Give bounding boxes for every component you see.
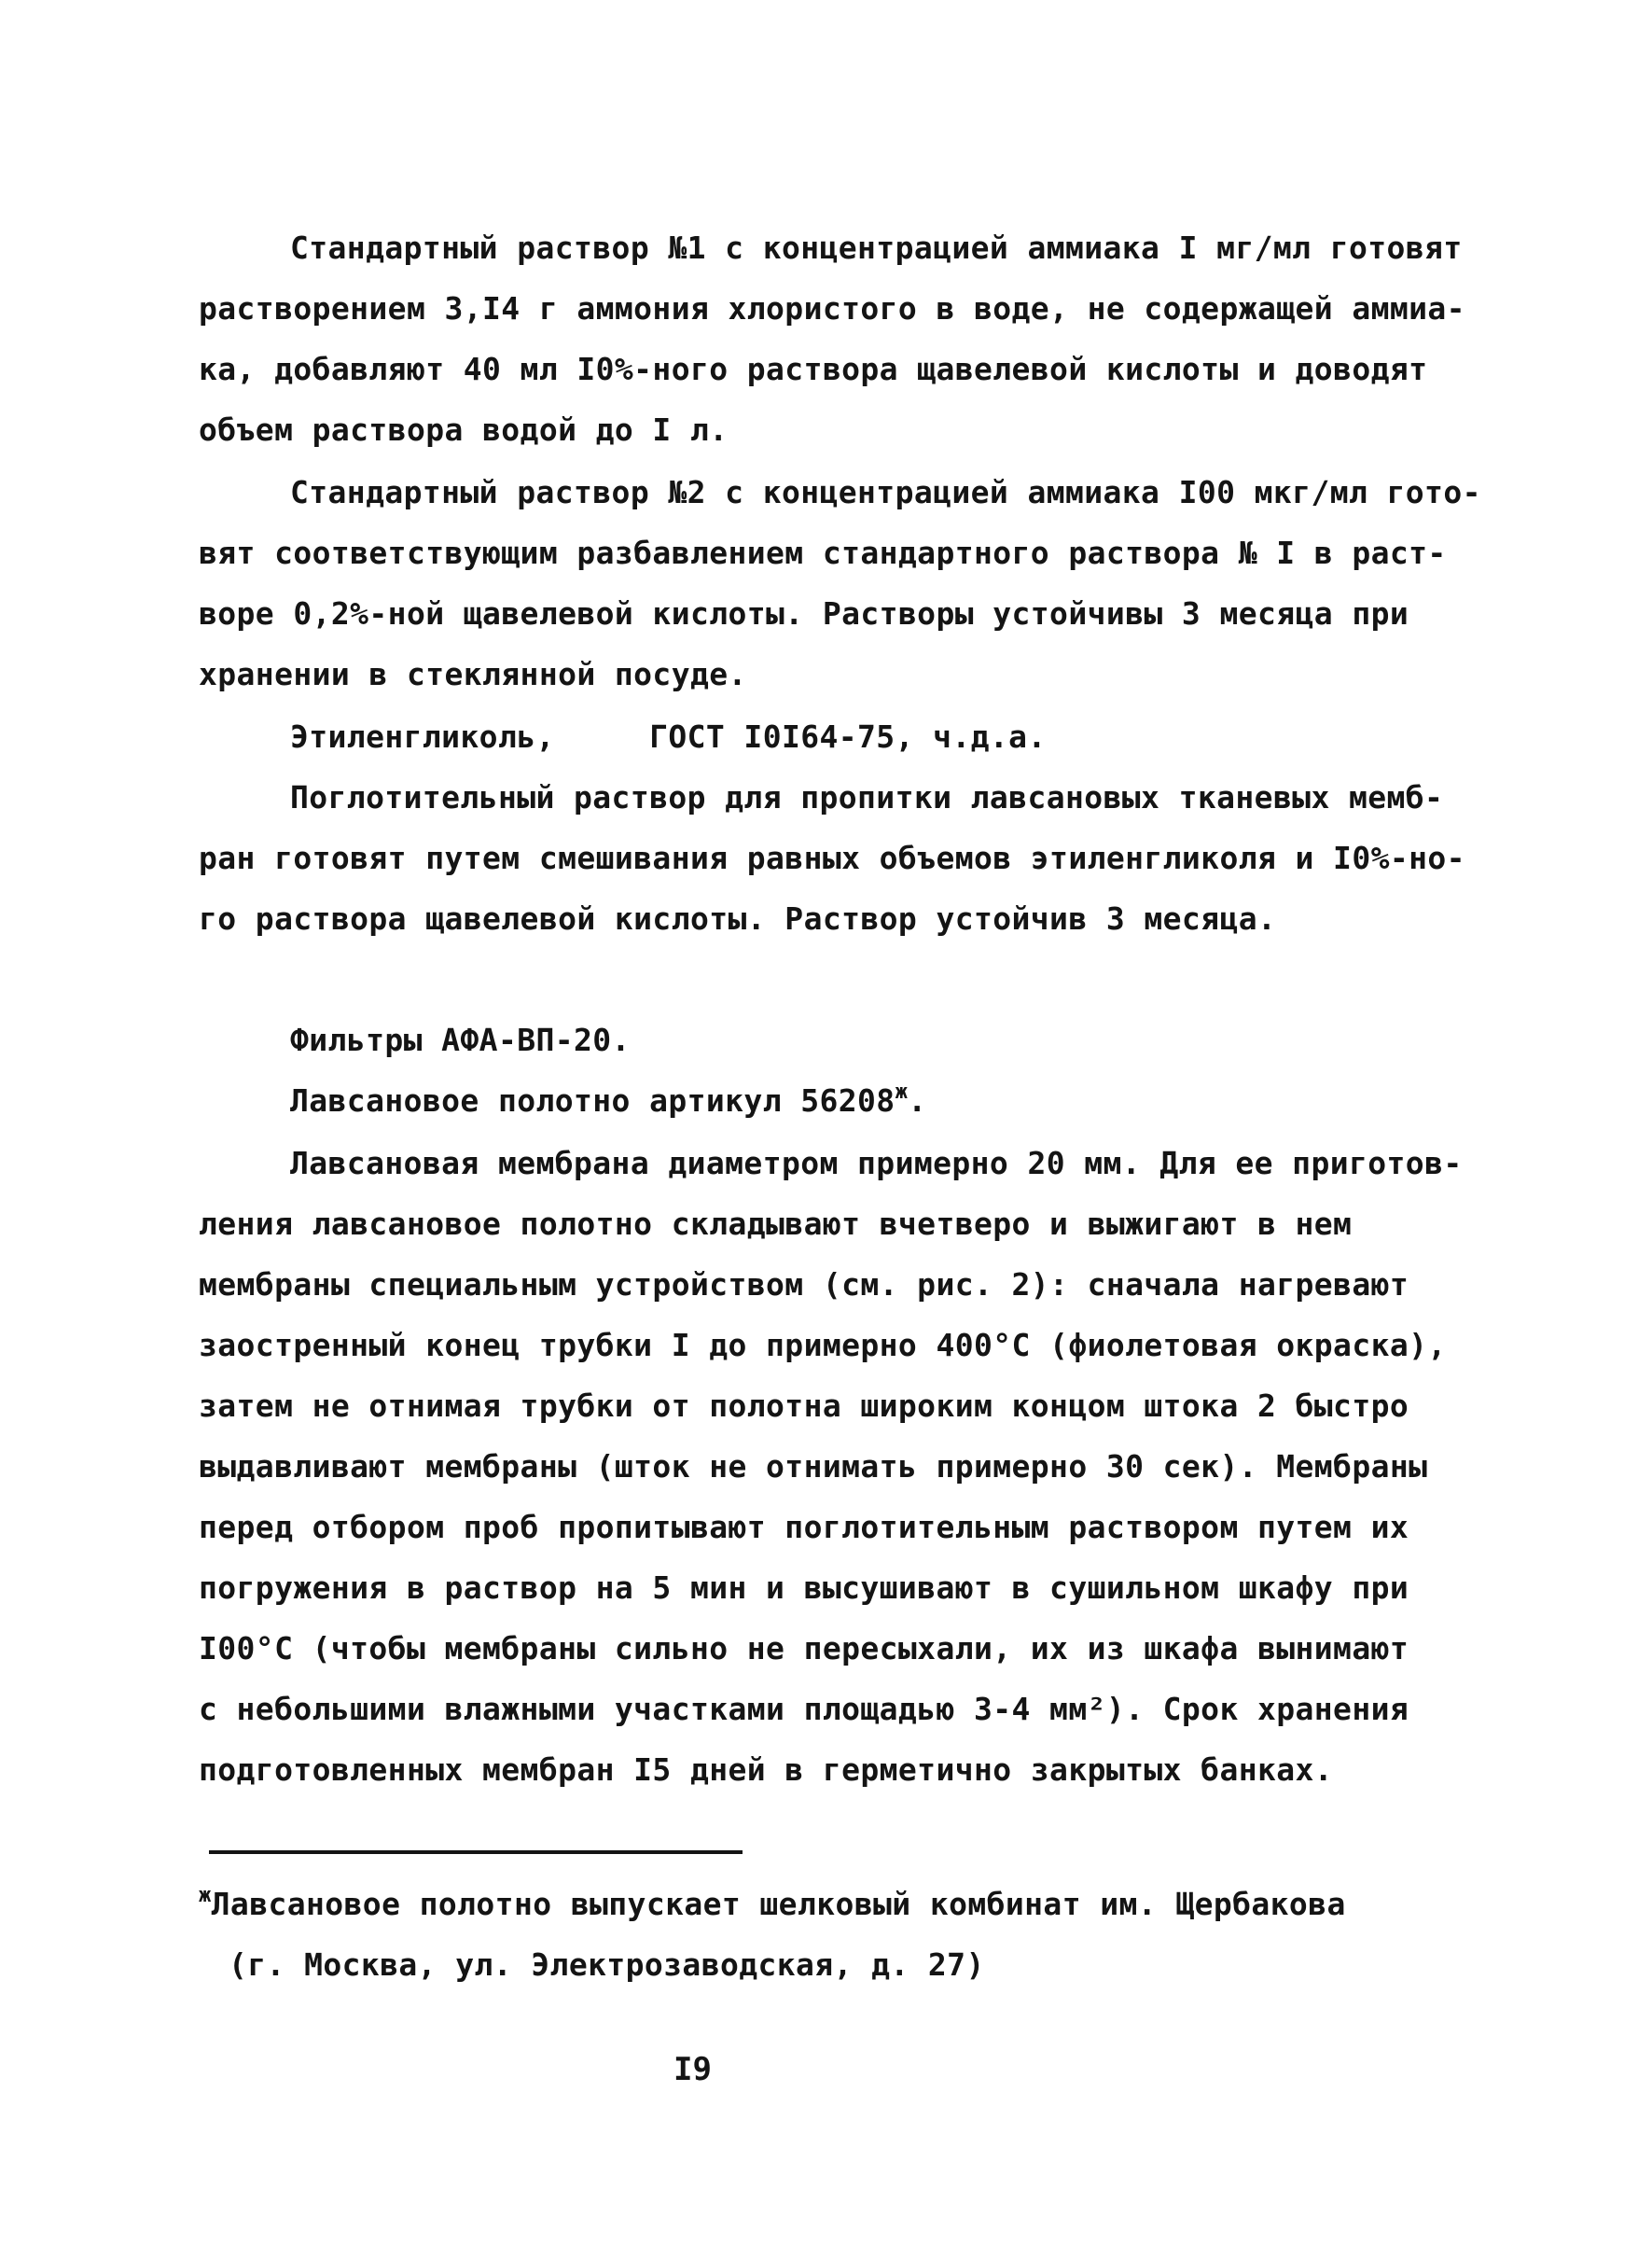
paragraph-line: Фильтры АФА-ВП-20. [290, 1022, 631, 1058]
paragraph-line: воре 0,2%-ной щавелевой кислоты. Растворы устойчивы 3 месяца при [199, 595, 1409, 632]
page-number: I9 [673, 2051, 712, 2088]
paragraph-line: I00°С (чтобы мембраны сильно не пересыхали, их из шкафа вынимают [199, 1630, 1409, 1666]
paragraph-line: ран готовят путем смешивания равных объемов этиленгликоля и I0%-но- [199, 840, 1465, 876]
paragraph-line: заостренный конец трубки I до примерно 400°С (фиолетовая окраска), [199, 1327, 1447, 1363]
paragraph-line: Этиленгликоль, ГОСТ I0I64-75, ч.д.а. [290, 718, 1047, 755]
paragraph-line: ка, добавляют 40 мл I0%-ного раствора щавелевой кислоты и доводят [199, 351, 1428, 387]
paragraph-line: погружения в раствор на 5 мин и высушивают в сушильном шкафу при [199, 1569, 1409, 1606]
paragraph-line: затем не отнимая трубки от полотна широким концом штока 2 быстро [199, 1387, 1409, 1424]
footnote-divider [209, 1850, 743, 1854]
footnote-text: Лавсановое полотно выпускает шелковый комбинат им. Щербакова [211, 1886, 1346, 1922]
footnote-line: (г. Москва, ул. Электрозаводская, д. 27) [229, 1946, 985, 1983]
footnote-reference: ж [895, 1081, 909, 1104]
paragraph-line: вят соответствующим разбавлением стандартного раствора № I в раст- [199, 535, 1447, 571]
paragraph-line: Поглотительный раствор для пропитки лавсановых тканевых мемб- [290, 779, 1444, 816]
paragraph-line [290, 1082, 927, 1120]
paragraph-line: хранении в стеклянной посуде. [199, 656, 747, 692]
paragraph-line: подготовленных мембран I5 дней в герметично закрытых банках. [199, 1751, 1334, 1788]
paragraph-line: мембраны специальным устройством (см. рис. 2): сначала нагревают [199, 1266, 1409, 1303]
paragraph-line: выдавливают мембраны (шток не отнимать примерно 30 сек). Мембраны [199, 1448, 1428, 1485]
paragraph-text: Лавсановое полотно артикул 56208 [290, 1082, 895, 1119]
paragraph-line: Стандартный раствор №2 с концентрацией аммиака I00 мкг/мл гото- [290, 474, 1481, 510]
paragraph-punctuation: . [908, 1082, 927, 1119]
footnote-mark: ж [199, 1884, 212, 1907]
paragraph-line: го раствора щавелевой кислоты. Раствор устойчив 3 месяца. [199, 900, 1277, 937]
paragraph-line: ления лавсановое полотно складывают вчетверо и выжигают в нем [199, 1206, 1353, 1242]
paragraph-line: объем раствора водой до I л. [199, 411, 729, 448]
paragraph-line: перед отбором проб пропитывают поглотительным раствором путем их [199, 1509, 1409, 1545]
paragraph-line: с небольшими влажными участками площадью 3-4 мм²). Срок хранения [199, 1691, 1409, 1727]
footnote-line [199, 1886, 1346, 1923]
paragraph-line: Стандартный раствор №1 с концентрацией аммиака I мг/мл готовят [290, 230, 1463, 266]
paragraph-line: растворением 3,I4 г аммония хлористого в воде, не содержащей аммиа- [199, 290, 1465, 327]
paragraph-line: Лавсановая мембрана диаметром примерно 20 мм. Для ее приготов- [290, 1145, 1463, 1181]
